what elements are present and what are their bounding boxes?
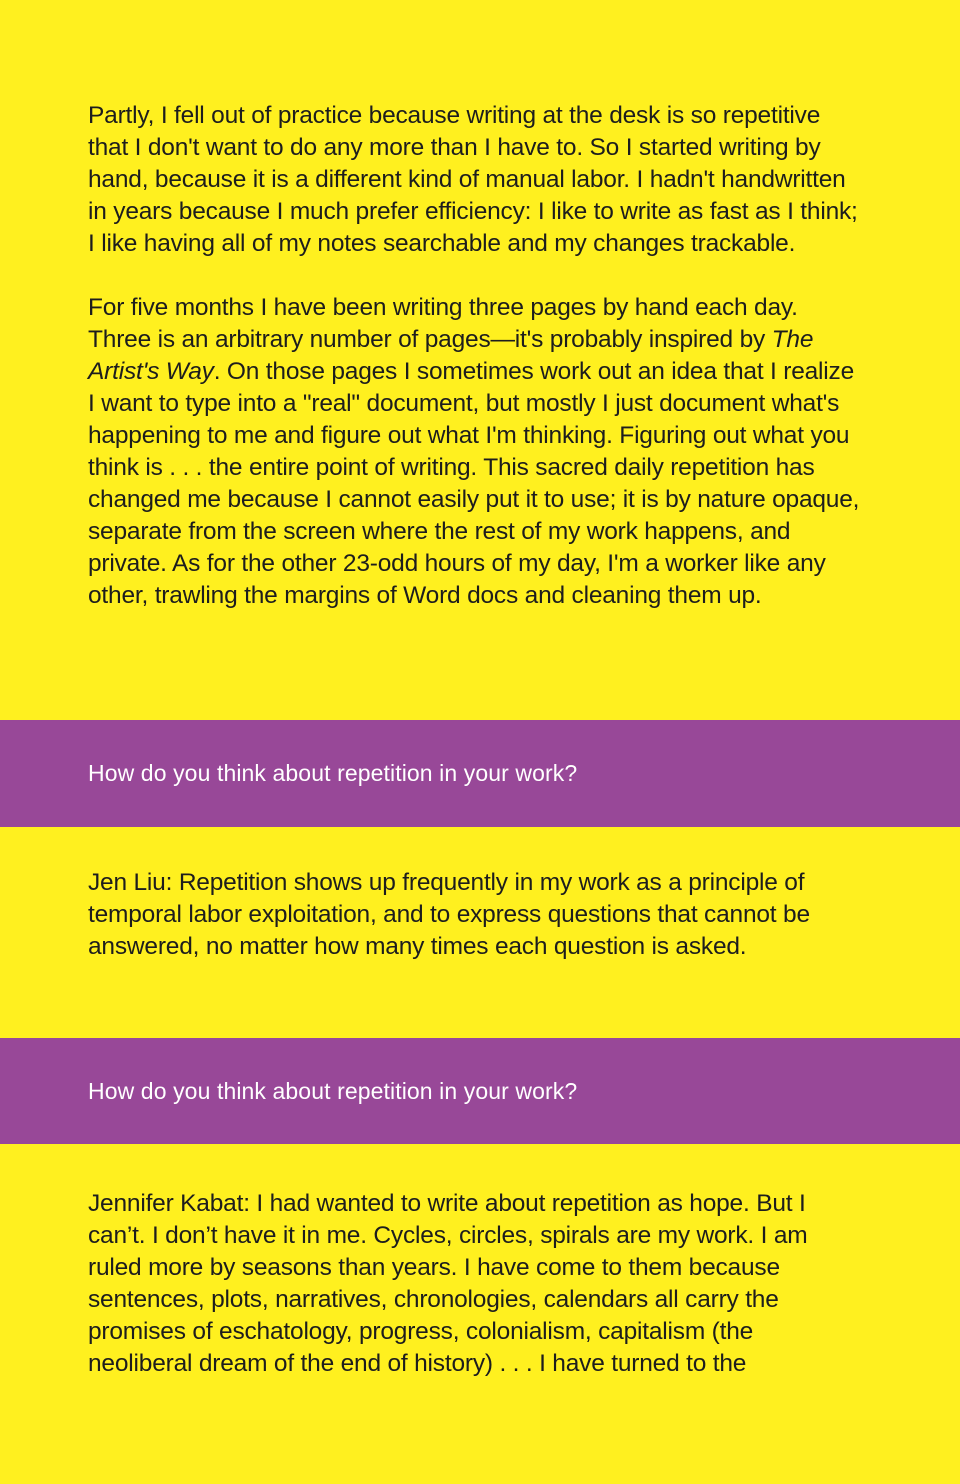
answer-jen-liu: Jen Liu: Repetition shows up frequently in my work as a principle of temporal labor exploitation, and to express questions that cannot be answered, no matter how many times each question is asked. xyxy=(88,869,810,960)
essay-paragraph-2-start: For five months I have been writing three pages by hand each day. Three is an arbitrary number of pages—it's probably inspired by xyxy=(88,294,798,353)
book-title: The Artist's Way xyxy=(88,326,814,385)
answer-section-jennifer-kabat xyxy=(0,1144,960,1484)
essay-section xyxy=(0,0,960,720)
essay-paragraph-2 xyxy=(88,292,860,612)
question-band-1 xyxy=(0,720,960,827)
question-band-2 xyxy=(0,1038,960,1144)
answer-section-jen-liu xyxy=(0,827,960,1038)
essay-paragraph-2-end: . On those pages I sometimes work out an idea that I realize I want to type into a "real" document, but mostly I just document what's happening to me and figure out what I'm thinking. Figuring out what you think is . . . the entire point of writing. This sacred daily repetition has changed me because I cannot easily put it to use; it is by nature opaque, separate from the screen where the rest of my work happens, and private. As for the other 23-odd hours of my day, I'm a worker like any other, trawling the margins of Word docs and cleaning them up. xyxy=(88,358,860,609)
answer-jennifer-kabat: Jennifer Kabat: I had wanted to write about repetition as hope. But I can’t. I don’t have it in me. Cycles, circles, spirals are my work. I am ruled more by seasons than years. I have come to them because sentences, plots, narratives, chronologies, calendars all carry the promises of eschatology, progress, colonialism, capitalism (the neoliberal dream of the end of history) . . . I have turned to the xyxy=(88,1190,808,1377)
essay-paragraph-1: Partly, I fell out of practice because writing at the desk is so repetitive that I don't want to do any more than I have to. So I started writing by hand, because it is a different kind of manual labor. I hadn't handwritten in years because I much prefer efficiency: I like to write as fast as I think; I like having all of my notes searchable and my changes trackable. xyxy=(88,102,858,257)
question-text-1: How do you think about repetition in your work? xyxy=(88,760,578,786)
question-text-2: How do you think about repetition in your work? xyxy=(88,1077,578,1104)
